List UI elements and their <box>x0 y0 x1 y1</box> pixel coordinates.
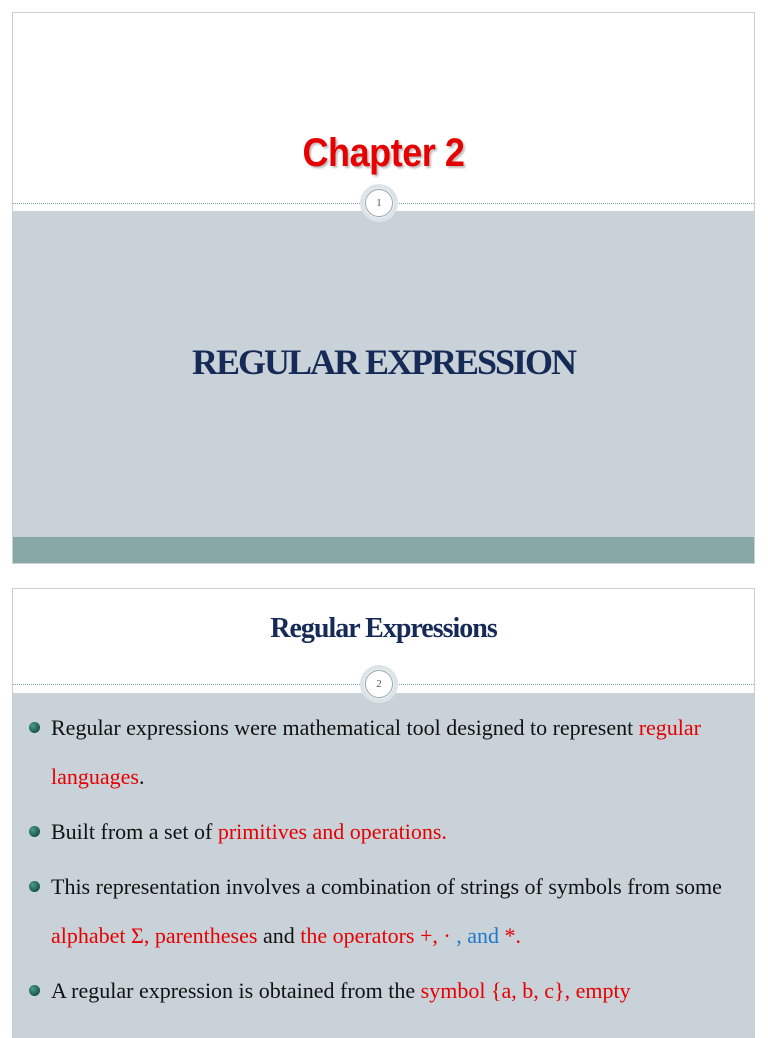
bullet-list <box>27 703 734 1021</box>
bullet-text: Regular expressions were mathematical tool designed to represent <box>51 715 639 740</box>
bottom-band <box>13 537 754 563</box>
main-heading: REGULAR EXPRESSION <box>191 342 576 382</box>
bullet-text: A regular expression is obtained from the <box>51 978 421 1003</box>
slide-1 <box>12 12 755 564</box>
page-number-badge <box>360 665 398 703</box>
slide-1-title-area <box>13 13 754 207</box>
bullet-item <box>27 862 734 960</box>
slide-1-body <box>13 211 754 563</box>
bullet-text: alphabet Σ, parentheses <box>51 923 258 948</box>
chapter-title: Chapter 2 <box>302 131 465 175</box>
slide-2 <box>12 588 755 1038</box>
bullet-text: . <box>138 764 145 789</box>
bullet-text: Built from a set of <box>51 819 218 844</box>
bullet-text: This representation involves a combination of strings of symbols from some <box>51 874 722 899</box>
bullet-text: regular languages <box>51 715 701 789</box>
slide-2-title: Regular Expressions <box>270 613 497 644</box>
bullet-item <box>27 966 734 1015</box>
page-number: 2 <box>365 670 393 698</box>
bullet-item <box>27 703 734 801</box>
page-number: 1 <box>365 189 393 217</box>
bullet-text: the operators +, · <box>300 923 451 948</box>
bullet-text: and <box>257 923 301 948</box>
bullet-dot-icon <box>29 826 40 837</box>
bullet-text: , and <box>450 923 499 948</box>
page-number-badge <box>360 184 398 222</box>
bullet-text: *. <box>498 923 521 948</box>
bullet-item <box>27 807 734 856</box>
bullet-dot-icon <box>29 881 40 892</box>
bullet-dot-icon <box>29 722 40 733</box>
bullet-dot-icon <box>29 985 40 996</box>
bullet-text: primitives and operations. <box>217 819 447 844</box>
bullet-text: symbol {a, b, c}, empty <box>420 978 631 1003</box>
